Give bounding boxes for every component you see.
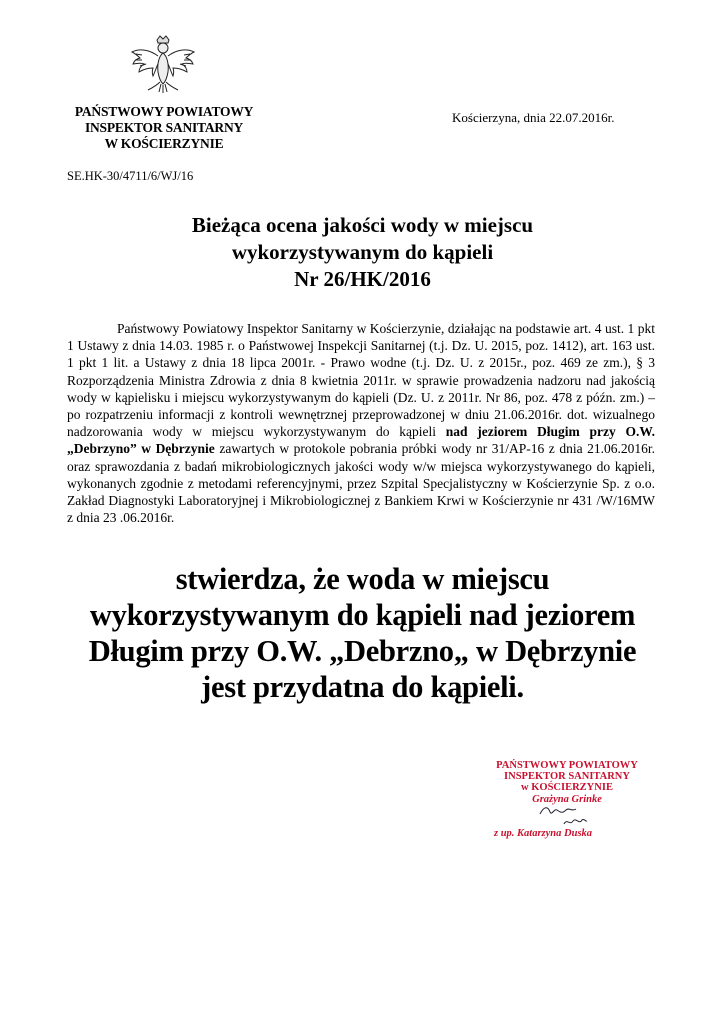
stamp-name: Grażyna Grinke (532, 794, 602, 805)
official-stamp (476, 760, 658, 860)
document-title (0, 212, 725, 293)
place-and-date: Kościerzyna, dnia 22.07.2016r. (452, 110, 615, 125)
office-line: INSPEKTOR SANITARNY (84, 120, 244, 135)
body-text-part1: Państwowy Powiatowy Inspektor Sanitarny w Kościerzynie, działając na podstawie art. 4 ust. 1 pkt 1 Ustawy z dnia 14.03. 1985 r. o Państwowej Inspekcji Sanitarnej (t.j. Dz. U. 2015, poz. 1412), art. 163 ust. 1 pkt 1 lit. a Ustawy z dnia 18 lipca 2001r. - Prawo wodne (t.j. Dz. U. z 2015r., poz. 469 ze zm.), § 3 Rozporządzenia Ministra Zdrowia z dnia 8 kwietnia 2011r. w sprawie prowadzenia nadzoru nad jakością wody w kąpielisku i miejscu wykorzystywanym do kąpieli (Dz. U. z 2011r. Nr 86, poz. 478 z późn. zm.) – po rozpatrzeniu informacji z kontroli wewnętrznej przeprowadzonej w dniu 21.06.2016r. dot. wizualnego nadzorowania wody w miejscu wykorzystywanym do kąpieli (67, 321, 655, 440)
stamp-line: w KOŚCIERZYNIE (521, 782, 613, 793)
body-bold-location: nad jeziorem Długim przy O.W. „Debrzyno” w Dębrzynie (67, 424, 656, 457)
polish-eagle-emblem-icon (128, 34, 198, 96)
stamp-name: z up. Katarzyna Duska (494, 828, 593, 839)
office-line: W KOŚCIERZYNIE (104, 136, 224, 151)
title-line: wykorzystywanym do kąpieli (231, 240, 494, 264)
signature-mark (562, 816, 588, 828)
body-text-part2: zawartych w protokole pobrania próbki wody nr 31/AP-16 z dnia 21.06.2016r. oraz sprawozdania z badań mikrobiologicznych jakości wody w/w miejsca wykorzystywanego do kąpieli, wykonanych zgodnie z metodami referencyjnymi, przez Szpital Specjalistyczny w Kościerzynie Sp. z o.o. Zakład Diagnostyki Laboratoryjnej i Mikrobiologicznej z Bankiem Krwi w Kościerzynie nr 431 /W/16MW z dnia 23 .06.2016r. (67, 441, 655, 526)
issuing-office (64, 104, 264, 152)
stamp-line: PAŃSTWOWY POWIATOWY (496, 760, 638, 771)
verdict-line: jest przydatna do kąpieli. (201, 670, 524, 704)
reference-number: SE.HK-30/4711/6/WJ/16 (67, 169, 194, 183)
stamp-line: INSPEKTOR SANITARNY (504, 771, 630, 782)
verdict-line: Długim przy O.W. „Debrzno„ w Dębrzynie (88, 634, 637, 668)
verdict-line: stwierdza, że woda w miejscu (175, 562, 550, 596)
body-paragraph (67, 320, 655, 526)
title-number: Nr 26/HK/2016 (294, 267, 431, 291)
office-line: PAŃSTWOWY POWIATOWY (74, 104, 254, 119)
verdict-line: wykorzystywanym do kąpieli nad jeziorem (89, 598, 636, 632)
title-line: Bieżąca ocena jakości wody w miejscu (191, 213, 534, 237)
verdict-statement (0, 561, 725, 705)
